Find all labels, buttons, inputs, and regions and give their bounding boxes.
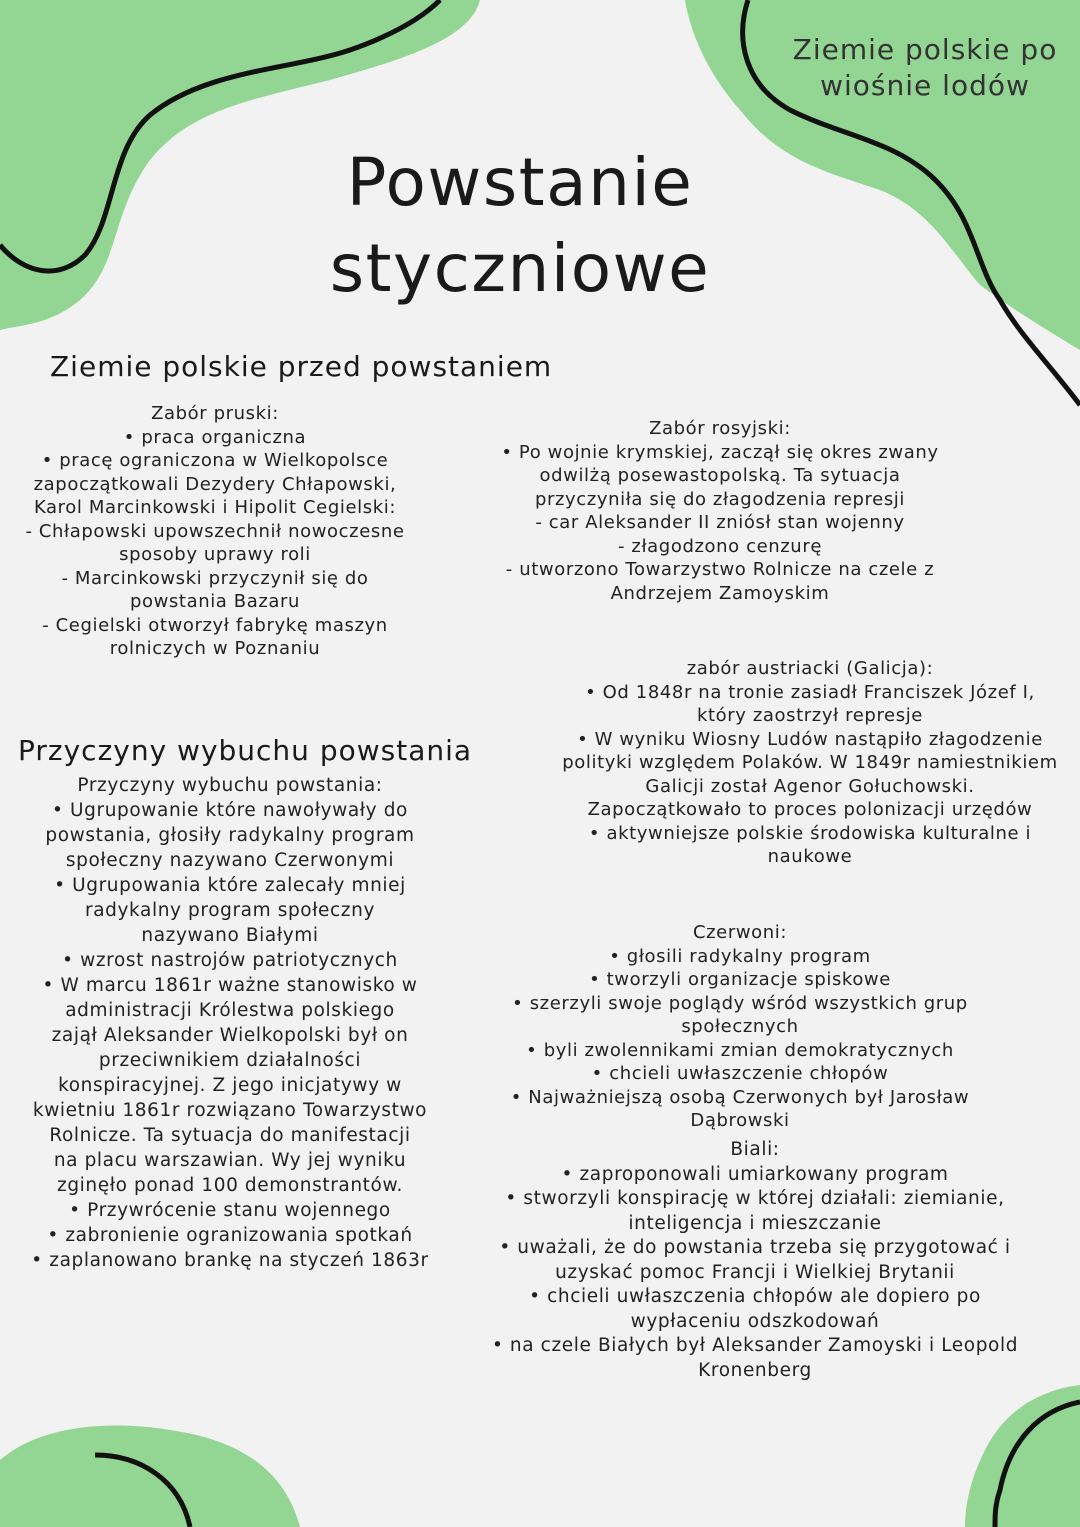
text-line: rolniczych w Poznaniu <box>109 638 321 659</box>
text-line: uzyskać pomoc Francji i Wielkiej Brytanii <box>555 1261 955 1283</box>
text-line: • głosili radykalny program <box>609 945 871 967</box>
text-line: powstania Bazaru <box>129 591 301 612</box>
text-line: radykalny program społeczny <box>85 900 375 921</box>
corner-subtitle-line: wiośnie lodów <box>820 69 1030 102</box>
text-line: • Ugrupowanie które nawoływały do <box>52 800 408 821</box>
text-line: przyczyniła się do złagodzenia represji <box>534 488 906 510</box>
prussian-partition-block <box>0 402 430 661</box>
text-line: • zabronienie ogranizowania spotkań <box>47 1225 413 1246</box>
text-line: • Od 1848r na tronie zasiadł Franciszek Józef I, <box>585 681 1035 703</box>
reds-block <box>470 921 1010 1133</box>
russian-partition-block <box>465 417 975 605</box>
text-line: społeczny nazywano Czerwonymi <box>65 850 395 871</box>
text-line: • chcieli uwłaszczenie chłopów <box>591 1063 889 1084</box>
text-line: na placu warszawian. Wy jej wyniku <box>53 1150 407 1171</box>
text-line: sposoby uprawy roli <box>119 544 311 565</box>
text-line: Czerwoni: <box>692 922 788 943</box>
text-line: • stworzyli konspirację w której działali: ziemianie, <box>505 1188 1005 1209</box>
text-line: Karol Marcinkowski i Hipolit Cegielski: <box>33 497 397 518</box>
text-line: Kronenberg <box>698 1359 812 1381</box>
text-line: • tworzyli organizacje spiskowe <box>589 969 891 990</box>
text-line: odwilżą posewastopolską. Ta sytuacja <box>539 465 901 486</box>
text-line: Zapoczątkowało to proces polonizacji urzędów <box>587 799 1033 820</box>
text-line: wypłaceniu odszkodowań <box>630 1310 880 1332</box>
text-line: Galicji został Agenor Gołuchowski. <box>645 775 975 797</box>
text-line: • wzrost nastrojów patriotycznych <box>62 950 398 971</box>
text-line: - Chłapowski upowszechnił nowoczesne <box>25 520 405 542</box>
text-line: - car Aleksander II zniósł stan wojenny <box>535 512 905 533</box>
text-line: • uważali, że do powstania trzeba się przygotować i <box>499 1237 1011 1258</box>
text-line: • pracę ograniczona w Wielkopolsce <box>41 450 389 471</box>
green-blob-bottom-left <box>0 1425 300 1527</box>
text-line: Biali: <box>730 1139 780 1160</box>
corner-subtitle-line: Ziemie polskie po <box>792 33 1058 66</box>
section-heading-causes: Przyczyny wybuchu powstania <box>18 734 473 767</box>
text-line: zajął Aleksander Wielkopolski był on <box>51 1025 409 1046</box>
text-line: • zaproponowali umiarkowany program <box>561 1163 949 1185</box>
corner-subtitle <box>770 32 1080 104</box>
text-line: • Przywrócenie stanu wojennego <box>69 1200 391 1221</box>
text-line: Rolnicze. Ta sytuacja do manifestacji <box>49 1125 411 1146</box>
austrian-partition-block <box>540 657 1080 869</box>
text-line: zginęło ponad 100 demonstrantów. <box>57 1175 403 1196</box>
text-line: • byli zwolennikami zmian demokratycznych <box>526 1039 954 1061</box>
text-line: - Marcinkowski przyczynił się do <box>61 567 369 589</box>
text-line: Zabór pruski: <box>151 403 279 424</box>
page-title-line: Powstanie <box>346 144 694 221</box>
text-line: Andrzejem Zamoyskim <box>610 582 830 604</box>
text-line: • W wyniku Wiosny Ludów nastąpiło złagodzenie <box>577 728 1043 750</box>
section-heading-before-uprising: Ziemie polskie przed powstaniem <box>50 350 553 383</box>
page-title-line: styczniowe <box>329 230 711 307</box>
text-line: administracji Królestwa polskiego <box>65 1000 395 1021</box>
text-line: polityki względem Polaków. W 1849r namiestnikiem <box>562 752 1058 773</box>
text-line: • praca organiczna <box>123 426 307 448</box>
text-line: - utworzono Towarzystwo Rolnicze na czele z <box>505 559 935 580</box>
text-line: zabór austriacki (Galicja): <box>686 658 934 679</box>
text-line: • zaplanowano brankę na styczeń 1863r <box>31 1250 429 1271</box>
text-line: • Ugrupowania które zalecały mniej <box>54 875 406 896</box>
text-line: naukowe <box>767 846 853 867</box>
text-line: inteligencja i mieszczanie <box>628 1212 882 1234</box>
text-line: kwietniu 1861r rozwiązano Towarzystwo <box>32 1100 428 1121</box>
text-line: przeciwnikiem działalności <box>98 1050 362 1071</box>
text-line: zapoczątkowali Dezydery Chłapowski, <box>33 473 397 495</box>
text-line: społecznych <box>681 1016 799 1037</box>
text-line: - złagodzono cenzurę <box>618 535 822 557</box>
causes-block <box>0 773 460 1273</box>
text-line: Zabór rosyjski: <box>649 418 791 439</box>
text-line: - Cegielski otworzył fabrykę maszyn <box>42 614 388 636</box>
text-line: powstania, głosiły radykalny program <box>45 825 415 846</box>
text-line: Dąbrowski <box>690 1110 790 1131</box>
text-line: • aktywniejsze polskie środowiska kulturalne i <box>588 822 1032 844</box>
text-line: • chcieli uwłaszczenia chłopów ale dopiero po <box>529 1286 981 1307</box>
text-line: • Po wojnie krymskiej, zaczął się okres zwany <box>501 441 939 463</box>
text-line: nazywano Białymi <box>141 925 319 946</box>
text-line: Przyczyny wybuchu powstania: <box>77 775 383 796</box>
text-line: • szerzyli swoje poglądy wśród wszystkich grup <box>512 992 968 1014</box>
page-title <box>300 140 740 312</box>
text-line: • na czele Białych był Aleksander Zamoyski i Leopold <box>491 1335 1019 1356</box>
text-line: • W marcu 1861r ważne stanowisko w <box>42 975 418 996</box>
whites-block <box>450 1138 1060 1383</box>
text-line: konspiracyjnej. Z jego inicjatywy w <box>58 1075 402 1096</box>
text-line: • Najważniejszą osobą Czerwonych był Jarosław <box>510 1086 970 1108</box>
text-line: który zaostrzył represje <box>697 705 923 726</box>
